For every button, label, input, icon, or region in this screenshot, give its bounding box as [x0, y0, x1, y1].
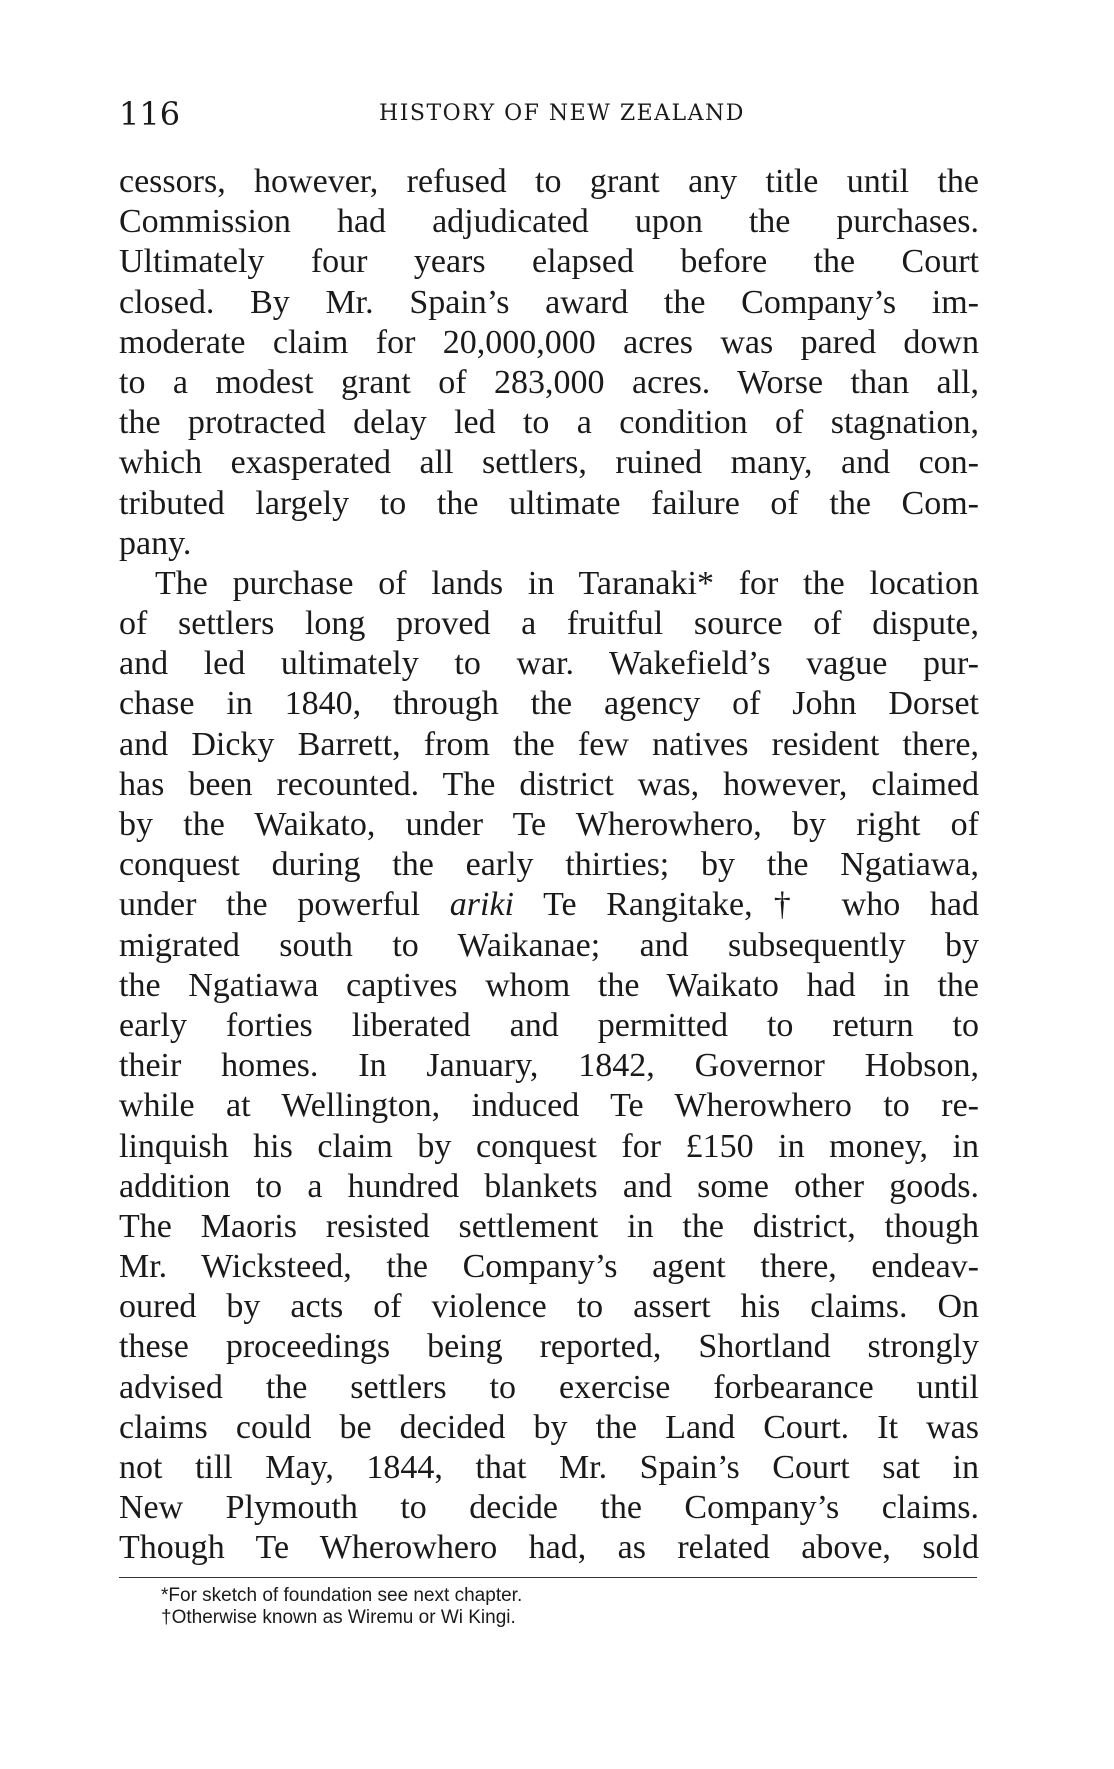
text-line: Ultimately four years elapsed before the Court — [119, 243, 979, 281]
text-line: and led ultimately to war. Wakefield’s vague pur- — [119, 645, 979, 683]
body-text — [119, 162, 979, 1569]
text-line: not till May, 1844, that Mr. Spain’s Court sat in — [119, 1449, 979, 1486]
text-line: The purchase of lands in Taranaki* for the location — [155, 564, 979, 602]
text-line: oured by acts of violence to assert his claims. On — [119, 1288, 979, 1326]
text-line: their homes. In January, 1842, Governor Hobson, — [119, 1047, 979, 1085]
text-line: pany. — [119, 524, 192, 562]
text-line: cessors, however, refused to grant any title until the — [119, 163, 979, 200]
text-line: Mr. Wicksteed, the Company’s agent there, endeav- — [119, 1248, 979, 1286]
text-line: of settlers long proved a fruitful source of dispute, — [119, 605, 979, 643]
text-line: to a modest grant of 283,000 acres. Worse than all, — [119, 363, 979, 401]
text-line: Though Te Wherowhero had, as related above, sold — [119, 1529, 979, 1567]
text-line: while at Wellington, induced Te Wherowhero to re- — [119, 1087, 979, 1125]
running-title: HISTORY OF NEW ZEALAND — [379, 101, 745, 126]
page-header — [119, 94, 975, 134]
text-line: tributed largely to the ultimate failure of the Com- — [119, 484, 979, 522]
footnote-taranaki: *For sketch of foundation see next chapter. — [161, 1585, 523, 1606]
italic-word: ariki — [449, 886, 514, 924]
text-line: conquest during the early thirties; by the Ngatiawa, — [119, 846, 979, 884]
text-line: the protracted delay led to a condition of stagnation, — [119, 404, 979, 442]
text-line: by the Waikato, under Te Wherowhero, by right of — [119, 806, 979, 843]
text-line: chase in 1840, through the agency of John Dorset — [119, 685, 979, 723]
text-line: and Dicky Barrett, from the few natives resident there, — [119, 725, 979, 763]
text-line: closed. By Mr. Spain’s award the Company’s im- — [119, 283, 979, 321]
footnotes — [161, 1585, 522, 1629]
page-number: 116 — [119, 95, 181, 133]
text-line: linquish his claim by conquest for £150 in money, in — [119, 1127, 979, 1165]
text-line: migrated south to Waikanae; and subsequently by — [119, 926, 979, 964]
text-line: moderate claim for 20,000,000 acres was pared down — [119, 323, 979, 361]
footnote-divider — [119, 1577, 977, 1578]
footnote-te-rangitake: †Otherwise known as Wiremu or Wi Kingi. — [161, 1607, 516, 1628]
text-line: addition to a hundred blankets and some other goods. — [119, 1167, 979, 1205]
text-line: New Plymouth to decide the Company’s claims. — [119, 1489, 979, 1527]
text-line: Commission had adjudicated upon the purchases. — [119, 203, 979, 241]
text-line: these proceedings being reported, Shortland strongly — [119, 1328, 979, 1366]
text-line: has been recounted. The district was, however, claimed — [119, 765, 979, 803]
text-line: claims could be decided by the Land Court. It was — [119, 1408, 979, 1446]
text-line: under the powerful ariki Te Rangitake,† who had — [119, 886, 979, 924]
text-line: early forties liberated and permitted to return to — [119, 1006, 979, 1044]
text-line: the Ngatiawa captives whom the Waikato had in the — [119, 966, 979, 1004]
text-line: advised the settlers to exercise forbearance until — [119, 1368, 979, 1406]
text-line: The Maoris resisted settlement in the district, though — [119, 1207, 979, 1245]
text-line: which exasperated all settlers, ruined many, and con- — [119, 444, 979, 482]
